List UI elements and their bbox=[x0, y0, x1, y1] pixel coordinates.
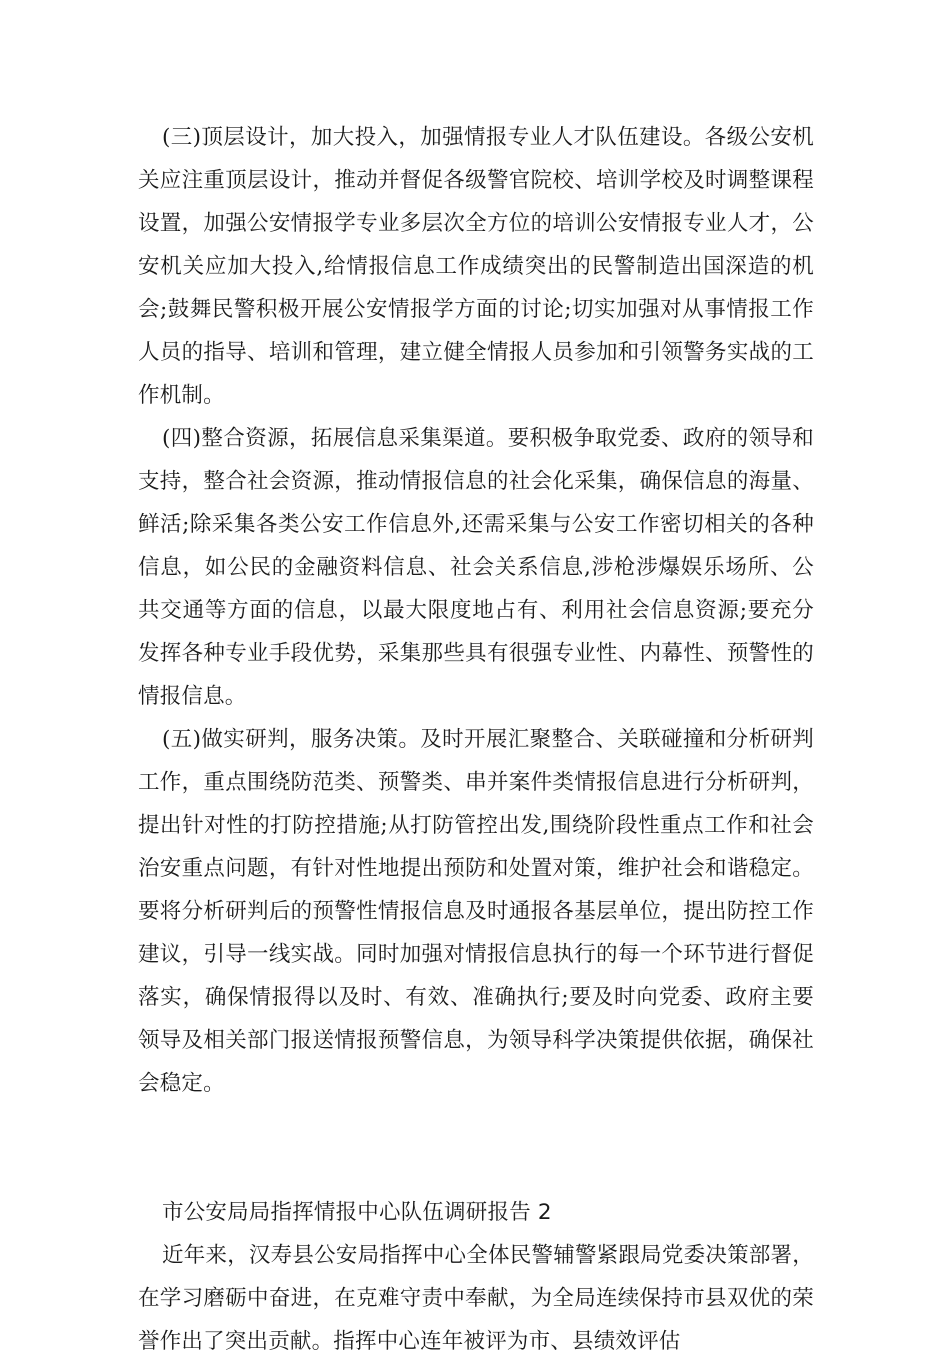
paragraph-analysis-decision: (五)做实研判，服务决策。及时开展汇聚整合、关联碰撞和分析研判工作，重点围绕防范类、预警类、串并案件类情报信息进行分析研判，提出针对性的打防控措施;从打防管控出发,围绕阶段性重点工作和社会治安重点问题，有针对性地提出预防和处置对策，维护社会和谐稳定。要将分析研判后的预警性情报信息及时通报各基层单位，提出防控工作建议，引导一线实战。同时加强对情报信息执行的每一个环节进行督促落实，确保情报得以及时、有效、准确执行;要及时向党委、政府主要领导及相关部门报送情报预警信息，为领导科学决策提供依据，确保社会稳定。 bbox=[138, 727, 814, 1096]
document-body bbox=[138, 116, 814, 1363]
paragraph-integrate-resources: (四)整合资源，拓展信息采集渠道。要积极争取党委、政府的领导和支持，整合社会资源，推动情报信息的社会化采集，确保信息的海量、鲜活;除采集各类公安工作信息外,还需采集与公安工作密切相关的各种信息，如公民的金融资料信息、社会关系信息,涉枪涉爆娱乐场所、公共交通等方面的信息，以最大限度地占有、利用社会信息资源;要充分发挥各种专业手段优势，采集那些具有很强专业性、内幕性、预警性的情报信息。 bbox=[138, 426, 814, 709]
paragraph-intro: 近年来，汉寿县公安局指挥中心全体民警辅警紧跟局党委决策部署，在学习磨砺中奋进，在克难守责中奉献，为全局连续保持市县双优的荣誉作出了突出贡献。指挥中心连年被评为市、县绩效评估 bbox=[138, 1243, 814, 1354]
paragraph-top-level-design: (三)顶层设计，加大投入，加强情报专业人才队伍建设。各级公安机关应注重顶层设计，推动并督促各级警官院校、培训学校及时调整课程设置，加强公安情报学专业多层次全方位的培训公安情报专业人才，公安机关应加大投入,给情报信息工作成绩突出的民警制造出国深造的机会;鼓舞民警积极开展公安情报学方面的讨论;切实加强对从事情报工作人员的指导、培训和管理，建立健全情报人员参加和引领警务实战的工作机制。 bbox=[138, 125, 814, 408]
section-spacer bbox=[138, 1105, 814, 1191]
section-heading: 市公安局局指挥情报中心队伍调研报告 2 bbox=[162, 1200, 552, 1225]
